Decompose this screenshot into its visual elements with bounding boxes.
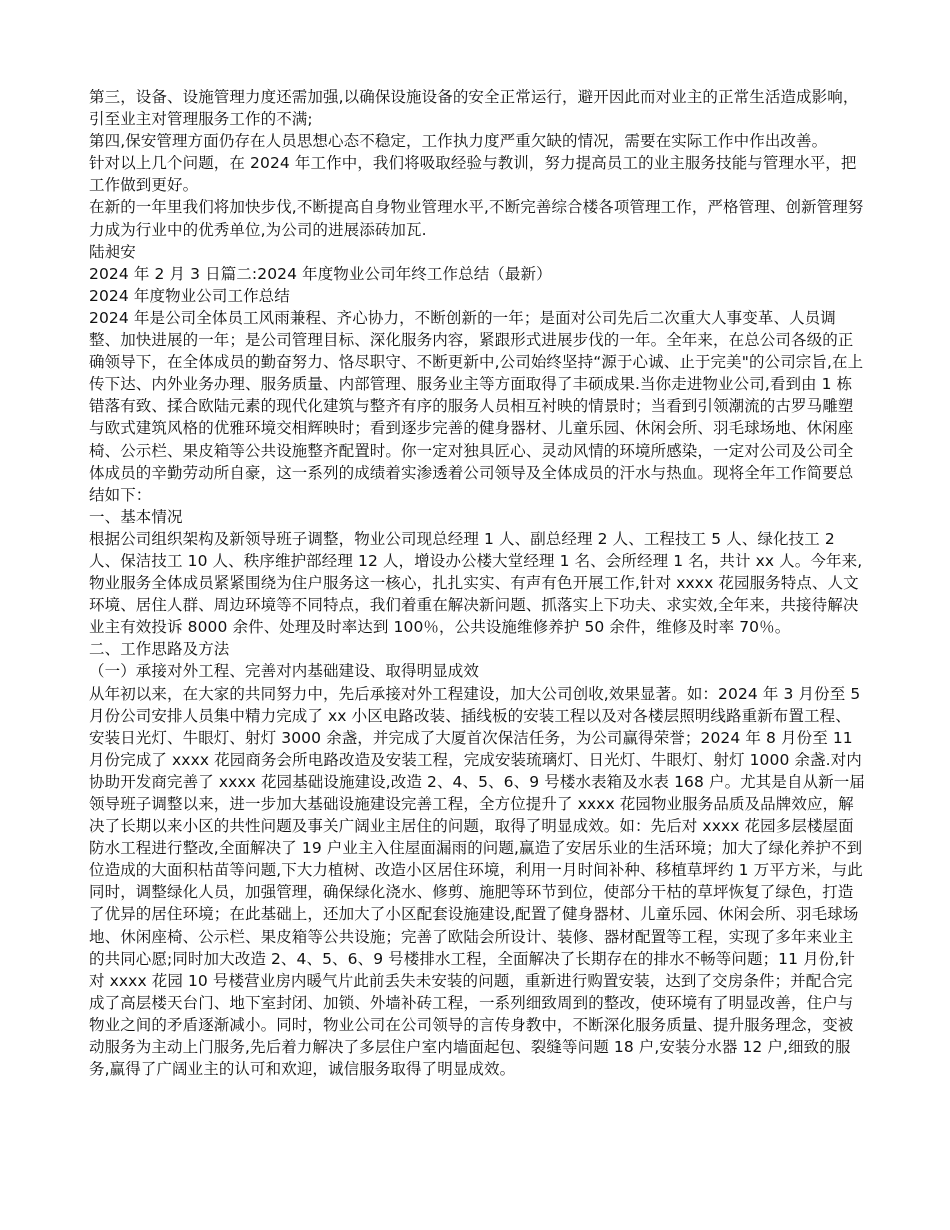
paragraph-fourth-issue: 第四,保安管理方面仍存在人员思想心态不稳定，工作执力度严重欠缺的情况，需要在实际工作中作出改善。 bbox=[89, 132, 828, 151]
paragraph-projects-detail: 从年初以来，在大家的共同努力中，先后承接对外工程建设，加大公司创收,效果显著。如：2024 年 3 月份至 5 月份公司安排人员集中精力完成了 xx 小区电路改装、插线板的安装工程以及对各楼层照明线路重新布置工程、安装日光灯、牛眼灯、射灯 3000 余盏，并完成了大厦首次保洁任务，为公司赢得荣誉；2024 年 8 月份至 11 月份完成了 xxxx 花园商务会所电路改造及安装工程，完成安装琉璃灯、日光灯、牛眼灯、射灯 1000 余盏.对内协助开发商完善了 xxxx 花园基础设施建设,改造 2、4、5、6、9 号楼水表箱及水表 168 户。尤其是自从新一届领导班子调整以来，进一步加大基础设施建设完善工程，全方位提升了 xxxx 花园物业服务品质及品牌效应，解决了长期以来小区的共性问题及事关广阔业主居住的问题，取得了明显成效。如：先后对 xxxx 花园多层楼屋面防水工程进行整改,全面解决了 19 户业主入住屋面漏雨的问题,赢造了安居乐业的生活环境；加大了绿化养护不到位造成的大面积枯苗等问题,下大力植树、改造小区居住环境，利用一月时间补种、移植草坪约 1 万平方米，与此同时，调整绿化人员，加强管理，确保绿化浇水、修剪、施肥等环节到位，使部分干枯的草坪恢复了绿色，打造了优异的居住环境；在此基础上，还加大了小区配套设施建设,配置了健身器材、儿童乐园、休闲会所、羽毛球场地、休闲座椅、公示栏、果皮箱等公共设施；完善了欧陆会所设计、装修、器材配置等工程，实现了多年来业主的共同心愿;同时加大改造 2、4、5、6、9 号楼排水工程，全面解决了长期存在的排水不畅等问题；11 月份,针对 xxxx 花园 10 号楼营业房内暖气片此前丢失未安装的问题，重新进行购置安装，达到了交房条件；并配合完成了高层楼天台门、地下室封闭、加锁、外墙补砖工程，一系列细致周到的整改，使环境有了明显改善，住户与物业之间的矛盾逐渐减小。同时，物业公司在公司领导的言传身教中，不断深化服务质量、提升服务理念，变被动服务为主动上门服务,先后着力解决了多层住户室内墙面起包、裂缝等问题 18 户,安装分水器 12 户,细致的服务,赢得了广阔业主的认可和欢迎，诚信服务取得了明显成效。 bbox=[89, 684, 865, 1079]
document-body bbox=[89, 86, 865, 1080]
paragraph-year-overview: 2024 年是公司全体员工风雨兼程、齐心协力，不断创新的一年；是面对公司先后二次重大人事变革、人员调整、加快进展的一年；是公司管理目标、深化服务内容，紧跟形式进展步伐的一年。全年来，在总公司各级的正确领导下，在全体成员的勤奋努力、恪尽职守、不断更新中,公司始终坚持“源于心诚、止于完美"的公司宗旨,在上传下达、内外业务办理、服务质量、内部管理、服务业主等方面取得了丰硕成果.当你走进物业公司,看到由 1 栋错落有致、揉合欧陆元素的现代化建筑与整齐有序的服务人员相互衬映的情景时；当看到引领潮流的古罗马雕塑与欧式建筑风格的优雅环境交相辉映时；看到逐步完善的健身器材、儿童乐园、休闲会所、羽毛球场地、休闲座椅、公示栏、果皮箱等公共设施整齐配置时。你一定对独具匠心、灵动风情的环境所感染，一定对公司及公司全体成员的辛勤劳动所自豪，这一系列的成绩着实渗透着公司领导及全体成员的汗水与热血。现将全年工作简要总结如下： bbox=[89, 308, 864, 504]
section-heading-work-approach: 二、工作思路及方法 bbox=[89, 640, 230, 659]
author-signature: 陆昶安 bbox=[89, 242, 136, 261]
date-and-next-article-title: 2024 年 2 月 3 日篇二:2024 年度物业公司年终工作总结（最新） bbox=[89, 264, 552, 283]
document-title: 2024 年度物业公司工作总结 bbox=[89, 286, 290, 305]
paragraph-basic-info: 根据公司组织架构及新领导班子调整，物业公司现总经理 1 人、副总经理 2 人、工程技工 5 人、绿化技工 2 人、保洁技工 10 人、秩序维护部经理 12 人，增设办公楼大堂经理 1 名、会所经理 1 名，共计 xx 人。今年来,物业服务全体成员紧紧围绕为住户服务这一核心，扎扎实实、有声有色开展工作,针对 xxxx 花园服务特点、人文环境、居住人群、周边环境等不同特点，我们着重在解决新问题、抓落实上下功夫、求实效,全年来，共接待解决业主有效投诉 8000 余件、处理及时率达到 100％，公共设施维修养护 50 余件，维修及时率 70％。 bbox=[89, 529, 863, 637]
subsection-heading-projects: （一）承接对外工程、完善对内基础建设、取得明显成效 bbox=[89, 662, 480, 681]
paragraph-third-issue: 第三，设备、设施管理力度还需加强,以确保设施设备的安全正常运行，避开因此而对业主的正常生活造成影响，引至业主对管理服务工作的不满; bbox=[89, 88, 859, 129]
section-heading-basic-info: 一、基本情况 bbox=[89, 507, 183, 526]
paragraph-new-year-goal: 在新的一年里我们将加快步伐,不断提高自身物业管理水平,不断完善综合楼各项管理工作，严格管理、创新管理努力成为行业中的优秀单位,为公司的进展添砖加瓦. bbox=[89, 198, 864, 239]
paragraph-improvement-plan: 针对以上几个问题，在 2024 年工作中，我们将吸取经验与教训，努力提高员工的业主服务技能与管理水平，把工作做到更好。 bbox=[89, 154, 857, 195]
